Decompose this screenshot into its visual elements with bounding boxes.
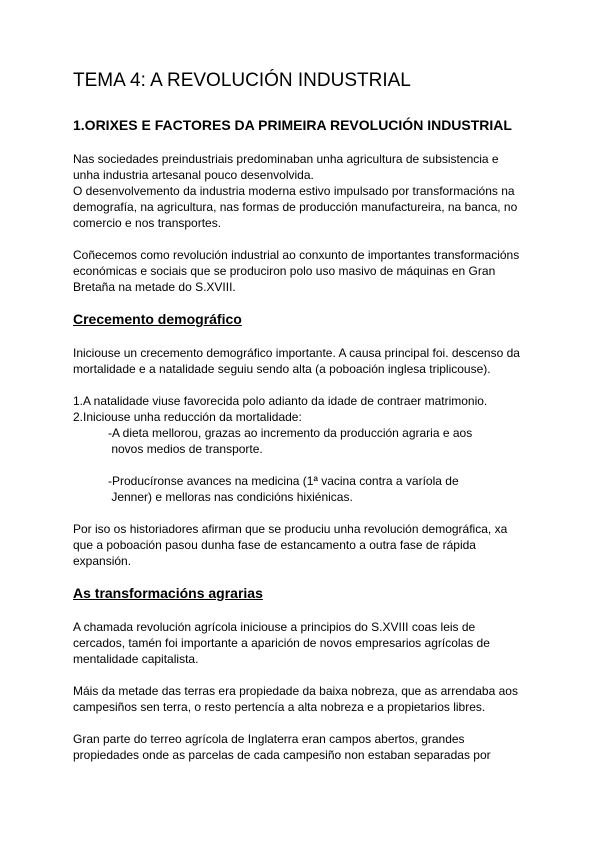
text-line: expansión.: [73, 554, 132, 568]
text-line: Iniciouse un crecemento demográfico importante. A causa principal foi. descenso da: [73, 346, 520, 360]
paragraph-preindustrial: [73, 151, 517, 231]
text-line: Máis da metade das terras era propiedade da baixa nobreza, que as arrendaba aos: [73, 684, 518, 698]
paragraph-definition: [73, 247, 519, 295]
paragraph-demographic: [73, 345, 520, 377]
paragraph-historians: [73, 521, 507, 569]
text-line: cercados, tamén foi importante a aparición de novos empresarios agrícolas de: [73, 636, 490, 650]
text-line: -A dieta mellorou, grazas ao incremento da producción agraria e aos: [108, 426, 473, 440]
numbered-list: [73, 393, 487, 425]
text-line: -Producíronse avances na medicina (1ª vacina contra a varíola de: [108, 474, 459, 488]
list-item: 1.A natalidade viuse favorecida polo adianto da idade de contraer matrimonio.: [73, 394, 488, 408]
bullet-medicine: [108, 473, 459, 505]
text-line: comercio e nos transportes.: [73, 216, 222, 230]
text-line: que a poboación pasou dunha fase de estancamento a outra fase de rápida: [73, 538, 476, 552]
text-line: A chamada revolución agrícola iniciouse a principios do S.XVIII coas leis de: [73, 620, 476, 634]
text-line: mortalidade e a natalidade seguiu sendo alta (a poboación inglesa triplicouse).: [73, 362, 491, 376]
list-item: 2.Iniciouse unha reducción da mortalidade:: [73, 410, 302, 424]
text-line: Bretaña na metade do S.XVIII.: [73, 280, 236, 294]
paragraph-open-fields: [73, 731, 491, 763]
section-heading-origins: 1.ORIXES E FACTORES DA PRIMEIRA REVOLUCIÓN INDUSTRIAL: [73, 117, 512, 133]
text-line: propiedades onde as parcelas de cada campesiño non estaban separadas por: [73, 748, 491, 762]
text-line: Coñecemos como revolución industrial ao conxunto de importantes transformacións: [73, 248, 520, 262]
text-line: unha industria artesanal pouco desenvolvida.: [73, 168, 314, 182]
text-line: demografía, na agricultura, nas formas de producción manufactureira, na banca, no: [73, 200, 518, 214]
text-line: mentalidade capitalista.: [73, 652, 199, 666]
text-line: Por iso os historiadores afirman que se produciu unha revolución demográfica, xa: [73, 522, 508, 536]
text-line: campesiños sen terra, o resto pertencía a alta nobreza e a propietarios libres.: [73, 700, 486, 714]
bullet-diet: [108, 425, 472, 457]
paragraph-land-ownership: [73, 683, 518, 715]
text-line: Gran parte do terreo agrícola de Inglaterra eran campos abertos, grandes: [73, 732, 465, 746]
text-line: O desenvolvemento da industria moderna estivo impulsado por transformacións na: [73, 184, 515, 198]
subheading-agrarian-transformations: As transformacións agrarias: [73, 585, 263, 601]
page-title: TEMA 4: A REVOLUCIÓN INDUSTRIAL: [73, 70, 411, 91]
text-line: Nas sociedades preindustriais predominaban unha agricultura de subsistencia e: [73, 152, 499, 166]
text-line: Jenner) e melloras nas condicións hixiénicas.: [108, 490, 353, 504]
text-line: novos medios de transporte.: [108, 442, 263, 456]
paragraph-agricultural-revolution: [73, 619, 490, 667]
subheading-demographic-growth: Crecemento demográfico: [73, 311, 242, 327]
text-line: económicas e sociais que se produciron polo uso masivo de máquinas en Gran: [73, 264, 496, 278]
